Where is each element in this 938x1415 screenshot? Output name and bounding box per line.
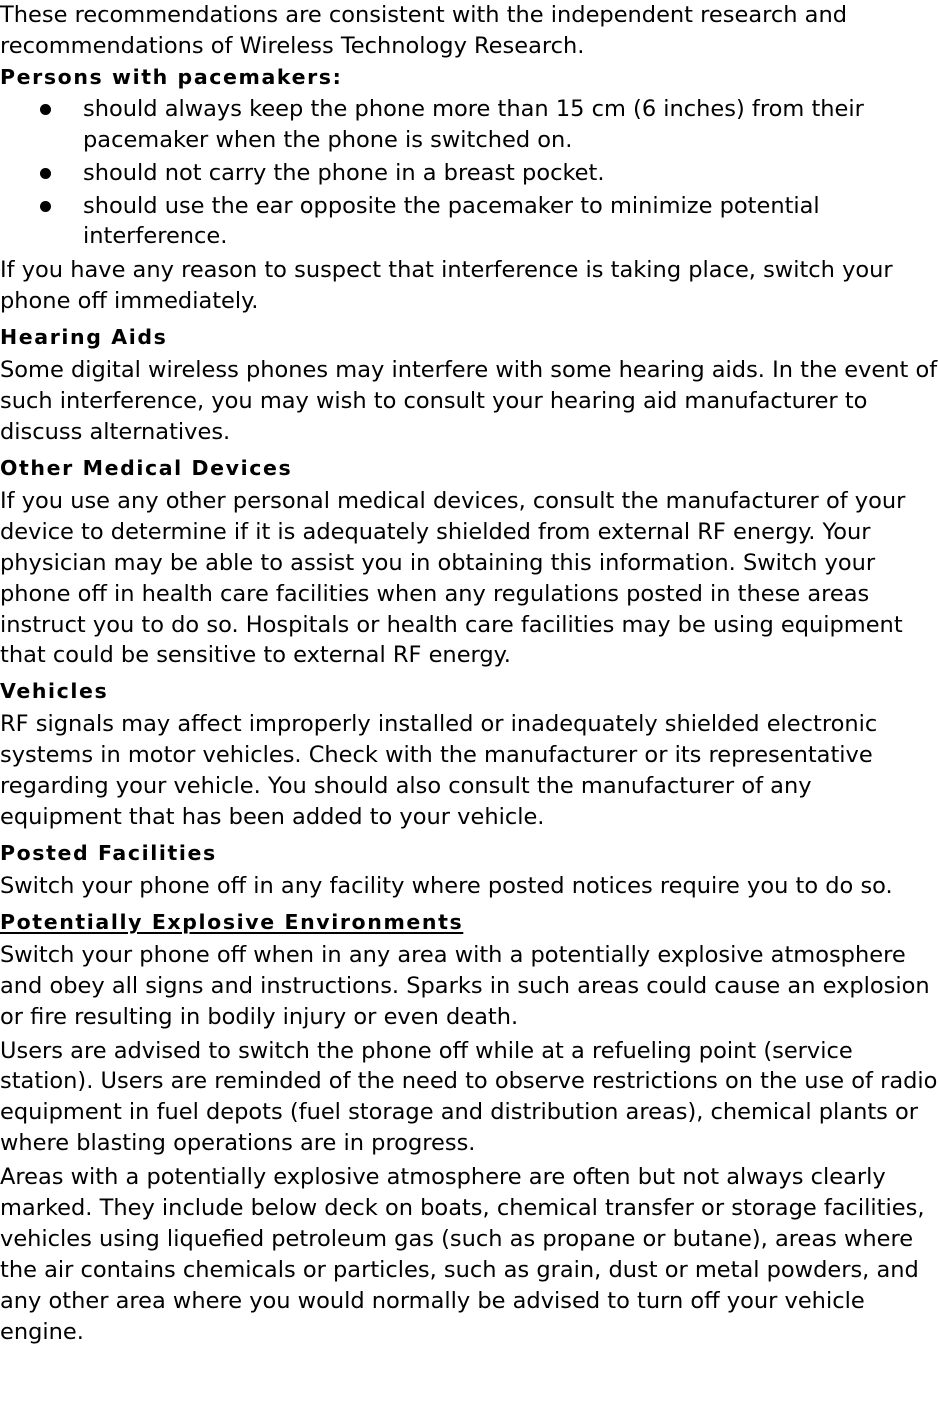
intro-paragraph: These recommendations are consistent with the independent research and recommendations of Wireless Technology Research. (0, 2, 847, 59)
explosive-paragraph-2: Users are advised to switch the phone off while at a refueling point (service station). Users are reminded of the need to observe restrictions on the use of radio equipment in fuel depots (fuel storage and distribution areas), chemical plants or where blasting operations are in progress. (0, 1037, 938, 1157)
list-item (0, 94, 938, 156)
explosive-paragraph-3: Areas with a potentially explosive atmosphere are often but not always clearly marked. They include below deck on boats, chemical transfer or storage facilities, vehicles using liquefied petroleum gas (such as propane or butane), areas where the air contains chemicals or particles, such as grain, dust or metal powders, and any other area where you would normally be advised to turn off your vehicle engine. (0, 1164, 925, 1345)
hearing-aids-paragraph: Some digital wireless phones may interfere with some hearing aids. In the event of such interference, you may wish to consult your hearing aid manufacturer to discuss alternatives. (0, 357, 938, 445)
bullet-icon (40, 104, 51, 115)
pacemaker-bullet-list (0, 94, 938, 253)
vehicles-paragraph: RF signals may affect improperly installed or inadequately shielded electronic systems in motor vehicles. Check with the manufacturer or its representative regarding your vehicle. You should also consult the manufacturer of any equipment that has been added to your vehicle. (0, 711, 878, 831)
posted-facilities-paragraph: Switch your phone off in any facility where posted notices require you to do so. (0, 872, 893, 899)
explosive-paragraph-1: Switch your phone off when in any area with a potentially explosive atmosphere and obey all signs and instructions. Sparks in such areas could cause an explosion or fire resulting in bodily injury or even death. (0, 941, 930, 1030)
heading-hearing-aids: Hearing Aids (0, 325, 168, 350)
bullet-text: should use the ear opposite the pacemaker to minimize potential interference. (83, 192, 820, 250)
bullet-icon (40, 201, 51, 212)
heading-vehicles: Vehicles (0, 679, 109, 704)
heading-pacemakers: Persons with pacemakers: (0, 64, 343, 89)
other-medical-devices-paragraph: If you use any other personal medical devices, consult the manufacturer of your device to determine if it is adequately shielded from external RF energy. Your physician may be able to assist you in obtaining this information. Switch your phone off in health care facilities when any regulations posted in these areas instruct you to do so. Hospitals or health care facilities may be using equipment that could be sensitive to external RF energy. (0, 487, 906, 669)
heading-posted-facilities: Posted Facilities (0, 840, 217, 865)
heading-other-medical-devices: Other Medical Devices (0, 455, 293, 480)
bullet-text: should not carry the phone in a breast pocket. (83, 159, 605, 186)
heading-potentially-explosive-environments: Potentially Explosive Environments (0, 909, 464, 934)
bullet-text: should always keep the phone more than 15 cm (6 inches) from their pacemaker when the phone is switched on. (83, 95, 864, 153)
bullet-icon (40, 168, 51, 179)
list-item (0, 158, 938, 189)
pacemakers-closing-paragraph: If you have any reason to suspect that interference is taking place, switch your phone off immediately. (0, 257, 893, 315)
list-item (0, 191, 938, 253)
